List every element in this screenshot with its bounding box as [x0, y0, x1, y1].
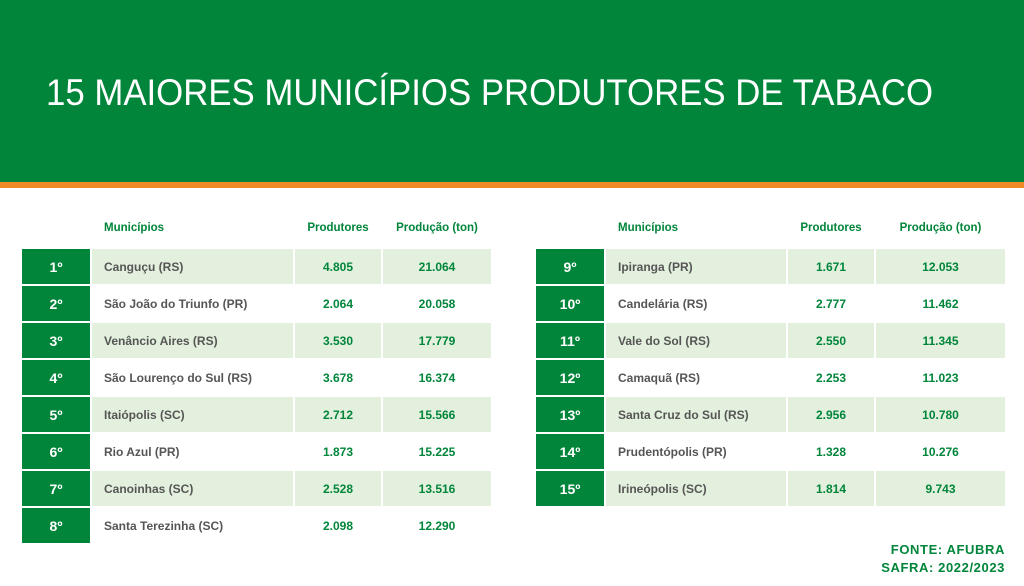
municipality-cell: São João do Triunfo (PR) — [104, 296, 248, 311]
accent-stripe — [0, 182, 1024, 188]
municipality-cell: Ipiranga (PR) — [606, 249, 786, 284]
rank-badge: 5º — [22, 397, 90, 432]
municipality-cell: Itaiópolis (SC) — [92, 397, 293, 432]
rank-badge: 6º — [22, 434, 90, 469]
column-header-municipality: Municípios — [618, 222, 679, 234]
rank-badge: 7º — [22, 471, 90, 506]
municipality-cell: Rio Azul (PR) — [104, 444, 180, 459]
municipality-cell: Santa Terezinha (SC) — [104, 518, 224, 533]
production-cell: 10.780 — [876, 397, 1005, 432]
producers-cell: 1.328 — [815, 444, 847, 459]
producers-cell: 2.528 — [295, 471, 381, 506]
production-cell: 11.023 — [922, 370, 959, 385]
producers-cell: 4.805 — [295, 249, 381, 284]
production-cell: 20.058 — [418, 296, 456, 311]
rank-badge: 10º — [536, 286, 604, 321]
municipality-cell: Vale do Sol (RS) — [606, 323, 786, 358]
producers-cell: 2.064 — [322, 296, 354, 311]
production-cell: 13.516 — [383, 471, 491, 506]
municipality-cell: Canguçu (RS) — [92, 249, 293, 284]
production-cell: 10.276 — [922, 444, 959, 459]
producers-cell: 2.712 — [295, 397, 381, 432]
producers-cell: 3.530 — [295, 323, 381, 358]
municipality-cell: Candelária (RS) — [618, 296, 708, 311]
rank-badge: 11º — [536, 323, 604, 358]
rank-badge: 3º — [22, 323, 90, 358]
production-cell: 9.743 — [876, 471, 1005, 506]
rank-badge: 2º — [22, 286, 90, 321]
production-cell: 12.053 — [876, 249, 1005, 284]
source-line: FONTE: AFUBRA — [890, 542, 1005, 557]
production-cell: 17.779 — [383, 323, 491, 358]
rank-badge: 1º — [22, 249, 90, 284]
producers-cell: 2.956 — [788, 397, 874, 432]
production-cell: 15.566 — [383, 397, 491, 432]
production-cell: 15.225 — [418, 444, 456, 459]
harvest-line: SAFRA: 2022/2023 — [881, 560, 1005, 575]
production-cell: 21.064 — [383, 249, 491, 284]
producers-cell: 2.550 — [788, 323, 874, 358]
column-header-production: Produção (ton) — [899, 222, 982, 234]
production-cell: 11.345 — [876, 323, 1005, 358]
production-cell: 16.374 — [418, 370, 456, 385]
header-banner — [0, 0, 1024, 182]
rank-badge: 14º — [536, 434, 604, 469]
rank-badge: 12º — [536, 360, 604, 395]
municipality-cell: Prudentópolis (PR) — [618, 444, 727, 459]
municipality-cell: São Lourenço do Sul (RS) — [104, 370, 253, 385]
producers-cell: 2.777 — [815, 296, 847, 311]
production-cell: 11.462 — [922, 296, 959, 311]
column-header-producers: Produtores — [800, 222, 862, 234]
rank-badge: 8º — [22, 508, 90, 543]
municipality-cell: Canoinhas (SC) — [92, 471, 293, 506]
column-header-producers: Produtores — [307, 222, 369, 234]
producers-cell: 3.678 — [322, 370, 354, 385]
column-header-municipality: Municípios — [104, 222, 165, 234]
rank-badge: 9º — [536, 249, 604, 284]
source-note — [881, 541, 1005, 577]
page-title: 15 MAIORES MUNICÍPIOS PRODUTORES DE TABACO — [46, 72, 934, 113]
rank-badge: 15º — [536, 471, 604, 506]
municipality-cell: Santa Cruz do Sul (RS) — [606, 397, 786, 432]
rank-badge: 13º — [536, 397, 604, 432]
producers-cell: 1.671 — [788, 249, 874, 284]
producers-cell: 1.873 — [322, 444, 354, 459]
producers-cell: 1.814 — [788, 471, 874, 506]
municipality-cell: Camaquã (RS) — [618, 370, 701, 385]
rank-badge: 4º — [22, 360, 90, 395]
column-header-production: Produção (ton) — [396, 222, 478, 234]
producers-cell: 2.098 — [322, 518, 354, 533]
municipality-cell: Venâncio Aires (RS) — [92, 323, 293, 358]
production-cell: 12.290 — [418, 518, 456, 533]
municipality-cell: Irineópolis (SC) — [606, 471, 786, 506]
producers-cell: 2.253 — [815, 370, 847, 385]
